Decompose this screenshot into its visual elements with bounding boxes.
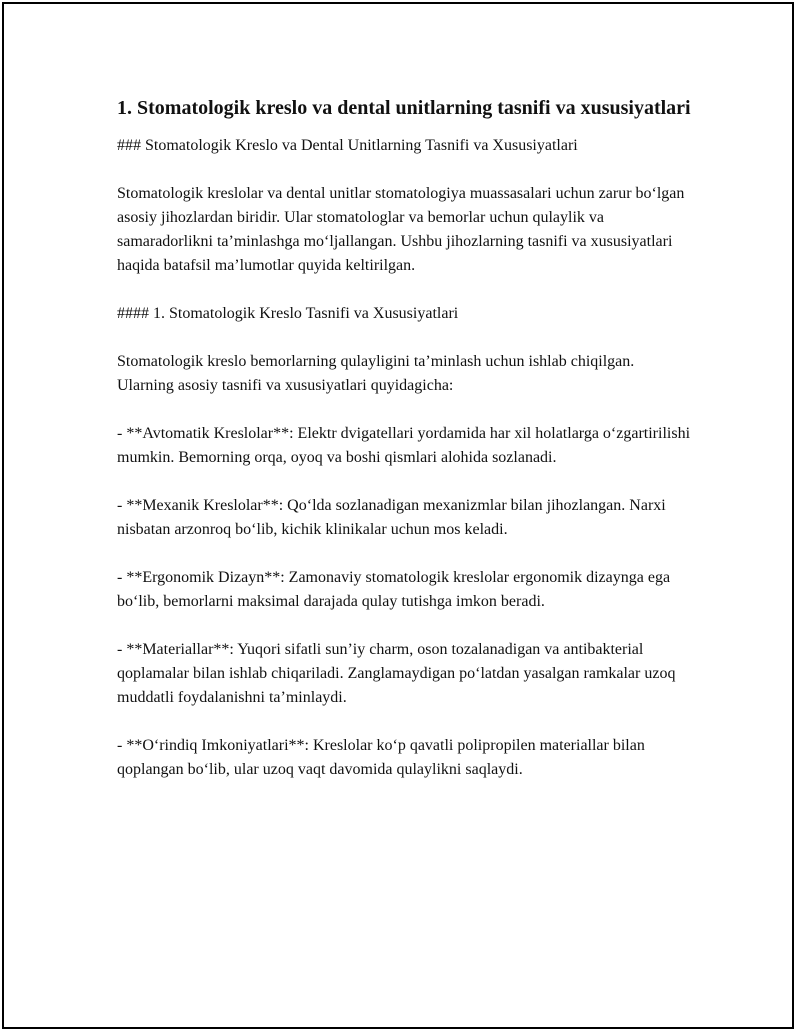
section-heading-main: ### Stomatologik Kreslo va Dental Unitlarning Tasnifi va Xususiyatlari bbox=[117, 137, 578, 154]
subsection-heading: #### 1. Stomatologik Kreslo Tasnifi va Xususiyatlari bbox=[117, 305, 459, 322]
list-item-orindiq: - **O‘rindiq Imkoniyatlari**: Kreslolar ko‘p qavatli polipropilen materiallar bilan qoplangan bo‘lib, ular uzoq vaqt davomida qulaylikni saqlaydi. bbox=[117, 737, 649, 778]
list-item-mexanik: - **Mexanik Kreslolar**: Qo‘lda sozlanadigan mexanizmlar bilan jihozlangan. Narxi nisbatan arzonroq bo‘lib, kichik klinikalar uchun mos keladi. bbox=[117, 497, 670, 538]
subsection-intro-paragraph: Stomatologik kreslo bemorlarning qulayligini ta’minlash uchun ishlab chiqilgan. Ularning asosiy tasnifi va xususiyatlari quyidagicha: bbox=[117, 353, 639, 394]
document-body bbox=[117, 94, 695, 782]
intro-paragraph: Stomatologik kreslolar va dental unitlar stomatologiya muassasalari uchun zarur bo‘lgan asosiy jihozlardan biridir. Ular stomatologlar va bemorlar uchun qulaylik va samaradorlikni ta’minlashga mo‘ljallangan. Ushbu jihozlarning tasnifi va xususiyatlari haqida batafsil ma’lumotlar quyida keltirilgan. bbox=[117, 185, 689, 274]
list-item-materiallar: - **Materiallar**: Yuqori sifatli sun’iy charm, oson tozalanadigan va antibakterial qoplamalar bilan ishlab chiqariladi. Zanglamaydigan po‘latdan yasalgan ramkalar uzoq muddatli foydalanishni ta’minlaydi. bbox=[117, 641, 680, 706]
document-title: 1. Stomatologik kreslo va dental unitlarning tasnifi va xususiyatlari bbox=[117, 97, 691, 119]
list-item-avtomatik: - **Avtomatik Kreslolar**: Elektr dvigatellari yordamida har xil holatlarga o‘zgartirilishi mumkin. Bemorning orqa, oyoq va boshi qismlari alohida sozlanadi. bbox=[117, 425, 695, 466]
list-item-ergonomik: - **Ergonomik Dizayn**: Zamonaviy stomatologik kreslolar ergonomik dizaynga ega bo‘lib, bemorlarni maksimal darajada qulay tutishga imkon beradi. bbox=[117, 569, 675, 610]
